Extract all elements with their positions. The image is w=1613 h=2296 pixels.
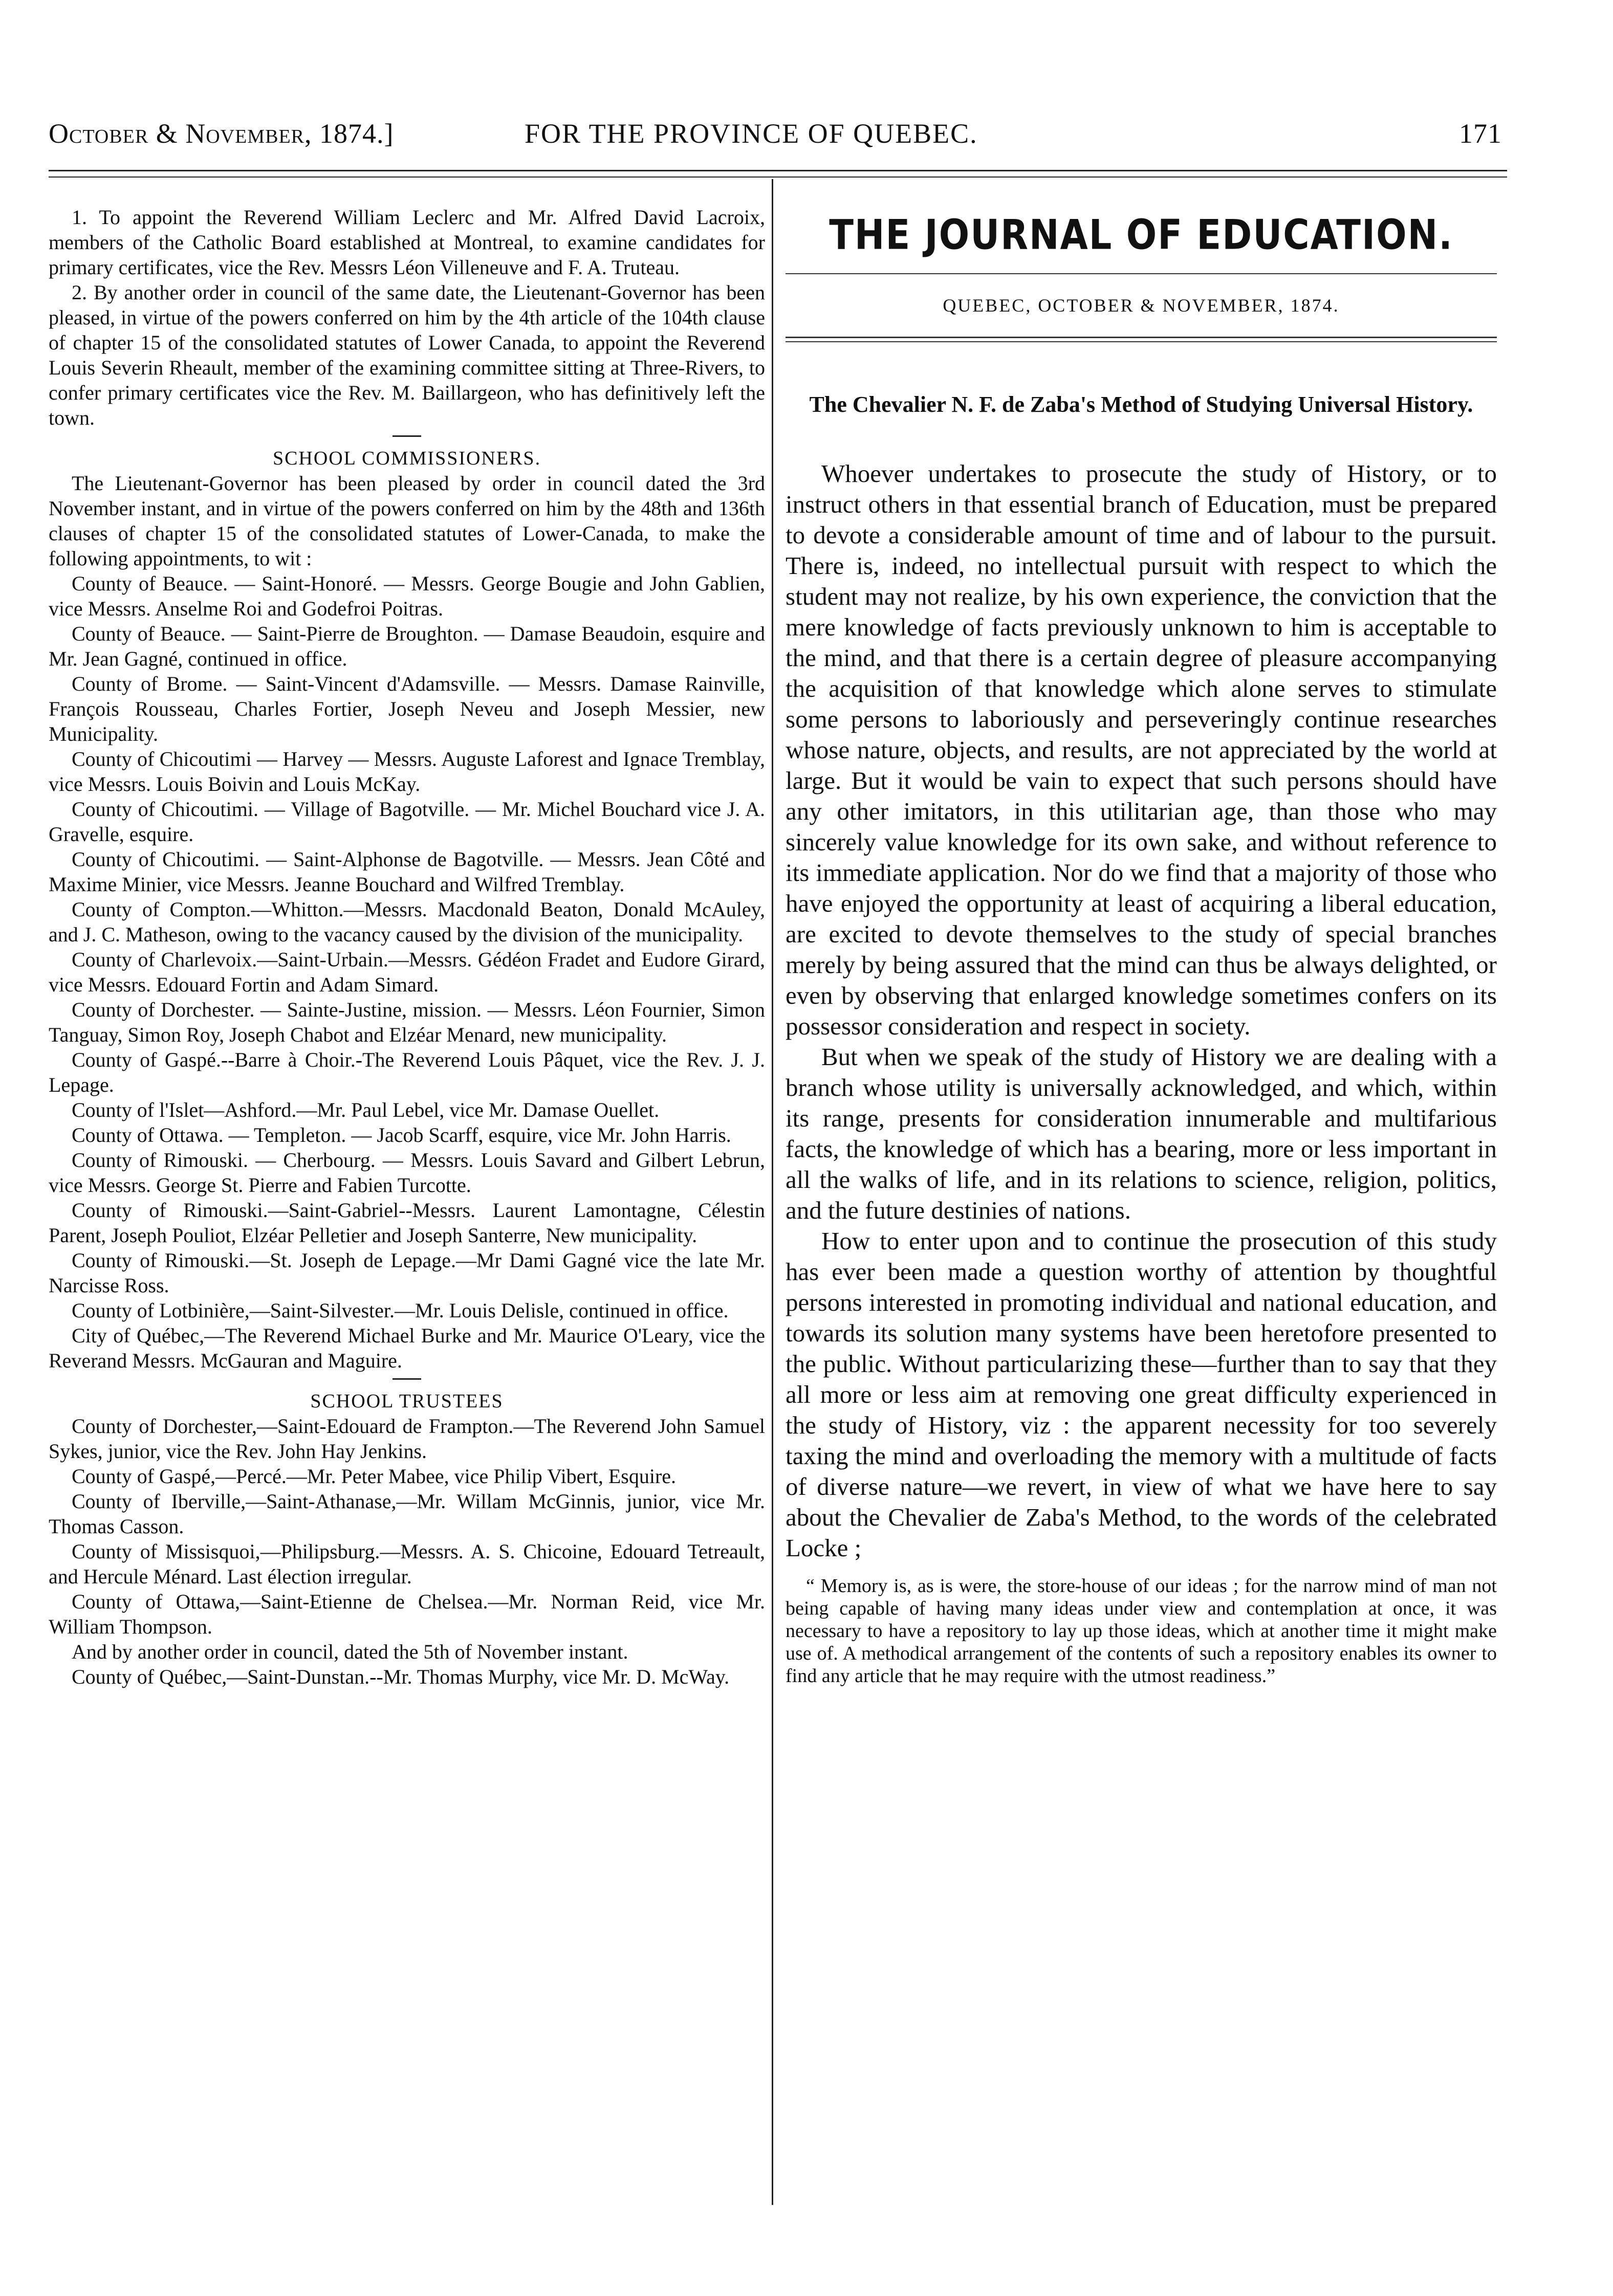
header-rule-top — [49, 170, 1507, 171]
commissioner-entry: County of Rimouski. — Cherbourg. — Messrs. Louis Savard and Gilbert Lebrun, vice Messrs. George St. Pierre and Fabien Turcotte. — [49, 1149, 765, 1197]
commissioner-entry: County of Dorchester. — Sainte-Justine, mission. — Messrs. Léon Fournier, Simon Tanguay, Simon Roy, Joseph Chabot and Elzéar Menard, new municipality. — [49, 998, 765, 1046]
trustee-entry: County of Iberville,—Saint-Athanase,—Mr. Willam McGinnis, junior, vice Mr. Thomas Casson. — [49, 1490, 765, 1538]
column-divider — [772, 179, 773, 2205]
article-title: The Chevalier N. F. de Zaba's Method of Studying Universal History. — [809, 392, 1473, 417]
left-column — [49, 205, 765, 1689]
right-column — [786, 205, 1497, 1687]
header-rule-bottom — [49, 176, 1507, 178]
trustee-entry: County of Dorchester,—Saint-Edouard de Frampton.—The Reverend John Samuel Sykes, junior, vice the Rev. John Hay Jenkins. — [49, 1415, 765, 1463]
dateline-rule-2 — [786, 341, 1497, 342]
commissioner-entry: County of Beauce. — Saint-Honoré. — Messrs. George Bougie and John Gablien, vice Messrs. Anselme Roi and Godefroi Poitras. — [49, 572, 765, 620]
commissioner-entry: County of l'Islet—Ashford.—Mr. Paul Lebel, vice Mr. Damase Ouellet. — [72, 1098, 660, 1121]
order-paragraph-1: 1. To appoint the Reverend William Leclerc and Mr. Alfred David Lacroix, members of the Catholic Board established at Montreal, to examine candidates for primary certificates, vice the Rev. Messrs Léon Villeneuve and F. A. Truteau. — [49, 206, 765, 279]
header-date: October & November, 1874.] — [49, 118, 394, 149]
article-paragraph: How to enter upon and to continue the prosecution of this study has ever been made a question worthy of attention by thoughtful persons interested in promoting individual and national education, and towards its solution many systems have been heretofore presented to the public. Without particularizing these—further than to say that they all more or less aim at removing one great difficulty experienced in the study of History, viz : the apparent necessity for too severely taxing the mind and overloading the memory with a multitude of facts of diverse nature—we revert, in view of what we have here to say about the Chevalier de Zaba's Method, to the words of the celebrated Locke ; — [786, 1227, 1497, 1562]
section-divider — [393, 1378, 421, 1380]
section-divider — [393, 435, 421, 437]
locke-quote: “ Memory is, as is were, the store-house of our ideas ; for the narrow mind of man not being capable of having many ideas under view and contemplation at once, it was necessary to have a repository to lay up those ideas, which at another time it might make use of. A methodical arrangement of the contents of such a repository enables its owner to find any article that he may require with the utmost readiness.” — [786, 1575, 1497, 1687]
trustees-heading: SCHOOL TRUSTEES — [310, 1390, 504, 1412]
journal-title: THE JOURNAL OF EDUCATION. — [829, 210, 1453, 259]
trustee-entry: County of Missisquoi,—Philipsburg.—Messrs. A. S. Chicoine, Edouard Tetreault, and Hercule Ménard. Last élection irregular. — [49, 1540, 765, 1588]
commissioner-entry: County of Chicoutimi. — Saint-Alphonse de Bagotville. — Messrs. Jean Côté and Maxime Minier, vice Messrs. Jeanne Bouchard and Wilfred Tremblay. — [49, 848, 765, 896]
order-paragraph-2: 2. By another order in council of the same date, the Lieutenant-Governor has been pleased, in virtue of the powers conferred on him by the 4th article of the 104th clause of chapter 15 of the consolidated statutes of Lower Canada, to appoint the Reverend Louis Severin Rheault, member of the examining committee sitting at Three-Rivers, to confer primary certificates vice the Rev. M. Baillargeon, who has definitively left the town. — [49, 281, 765, 429]
commissioner-entry: County of Charlevoix.—Saint-Urbain.—Messrs. Gédéon Fradet and Eudore Girard, vice Messrs. Edouard Fortin and Adam Simard. — [49, 948, 765, 996]
trustee-entry: County of Gaspé,—Percé.—Mr. Peter Mabee, vice Philip Vibert, Esquire. — [72, 1465, 677, 1488]
commissioners-intro: The Lieutenant-Governor has been pleased by order in council dated the 3rd November instant, and in virtue of the powers conferred on him by the 48th and 136th clauses of chapter 15 of the consolidated statutes of Lower-Canada, to make the following appointments, to wit : — [49, 472, 765, 570]
journal-dateline: QUEBEC, OCTOBER & NOVEMBER, 1874. — [943, 295, 1340, 316]
commissioner-entry: County of Compton.—Whitton.—Messrs. Macdonald Beaton, Donald McAuley, and J. C. Matheson, owing to the vacancy caused by the division of the municipality. — [49, 898, 765, 946]
title-rule — [786, 273, 1497, 274]
commissioner-entry: County of Chicoutimi — Harvey — Messrs. Auguste Laforest and Ignace Tremblay, vice Messrs. Louis Boivin and Louis McKay. — [49, 747, 765, 796]
page-header — [49, 113, 1507, 159]
trustee-entry: County of Québec,—Saint-Dunstan.--Mr. Thomas Murphy, vice Mr. D. McWay. — [72, 1665, 730, 1688]
article-paragraph: But when we speak of the study of History we are dealing with a branch whose utility is universally acknowledged, and which, within its range, presents for consideration innumerable and multifarious facts, the knowledge of which has a bearing, more or less important in all the walks of life, and in its relations to science, religion, politics, and the future destinies of nations. — [786, 1043, 1497, 1224]
commissioner-entry: County of Brome. — Saint-Vincent d'Adamsville. — Messrs. Damase Rainville, François Rousseau, Charles Fortier, Joseph Neveu and Joseph Messier, new Municipality. — [49, 672, 765, 745]
commissioner-entry: County of Rimouski.—Saint-Gabriel--Messrs. Laurent Lamontagne, Célestin Parent, Joseph Pouliot, Elzéar Pelletier and Joseph Santerre, New municipality. — [49, 1199, 765, 1247]
commissioner-entry: County of Ottawa. — Templeton. — Jacob Scarff, esquire, vice Mr. John Harris. — [72, 1123, 731, 1146]
commissioners-heading: SCHOOL COMMISSIONERS. — [272, 448, 541, 469]
commissioner-entry: County of Beauce. — Saint-Pierre de Broughton. — Damase Beaudoin, esquire and Mr. Jean Gagné, continued in office. — [49, 622, 765, 670]
commissioner-entry: County of Rimouski.—St. Joseph de Lepage.—Mr Dami Gagné vice the late Mr. Narcisse Ross. — [49, 1249, 765, 1297]
article-paragraph: Whoever undertakes to prosecute the study of History, or to instruct others in that essential branch of Education, must be prepared to devote a considerable amount of time and of labour to the pursuit. There is, indeed, no intellectual pursuit with respect to which the student may not realize, by his own experience, the conviction that the mere knowledge of facts previously unknown to him is acceptable to the mind, and that there is a certain degree of pleasure accompanying the acquisition of that knowledge which alone serves to stimulate some persons to laboriously and perseveringly continue researches whose nature, objects, and results, are not appreciated by the world at large. But it would be vain to expect that such persons should have any other imitators, in this utilitarian age, than those who may sincerely value knowledge for its own sake, and without reference to its immediate application. Nor do we find that a majority of those who have enjoyed the opportunity at least of acquiring a liberal education, are excited to devote themselves to the study of special branches merely by being assured that the mind can thus be always delighted, or even by observing that enlarged knowledge sometimes confers on its possessor consideration and respect in society. — [786, 459, 1497, 1040]
page-number: 171 — [1459, 118, 1502, 149]
commissioner-entry: County of Chicoutimi. — Village of Bagotville. — Mr. Michel Bouchard vice J. A. Gravelle, esquire. — [49, 798, 765, 846]
commissioner-entry: County of Gaspé.--Barre à Choir.-The Reverend Louis Pâquet, vice the Rev. J. J. Lepage. — [49, 1048, 765, 1096]
commissioner-entry: City of Québec,—The Reverend Michael Burke and Mr. Maurice O'Leary, vice the Reverand Messrs. McGauran and Maguire. — [49, 1324, 765, 1372]
trustee-entry: County of Ottawa,—Saint-Etienne de Chelsea.—Mr. Norman Reid, vice Mr. William Thompson. — [49, 1590, 765, 1638]
dateline-rule-1 — [786, 337, 1497, 338]
header-title: FOR THE PROVINCE OF QUEBEC. — [525, 118, 978, 149]
trustee-entry: And by another order in council, dated the 5th of November instant. — [72, 1640, 628, 1663]
commissioner-entry: County of Lotbinière,—Saint-Silvester.—Mr. Louis Delisle, continued in office. — [72, 1299, 729, 1322]
